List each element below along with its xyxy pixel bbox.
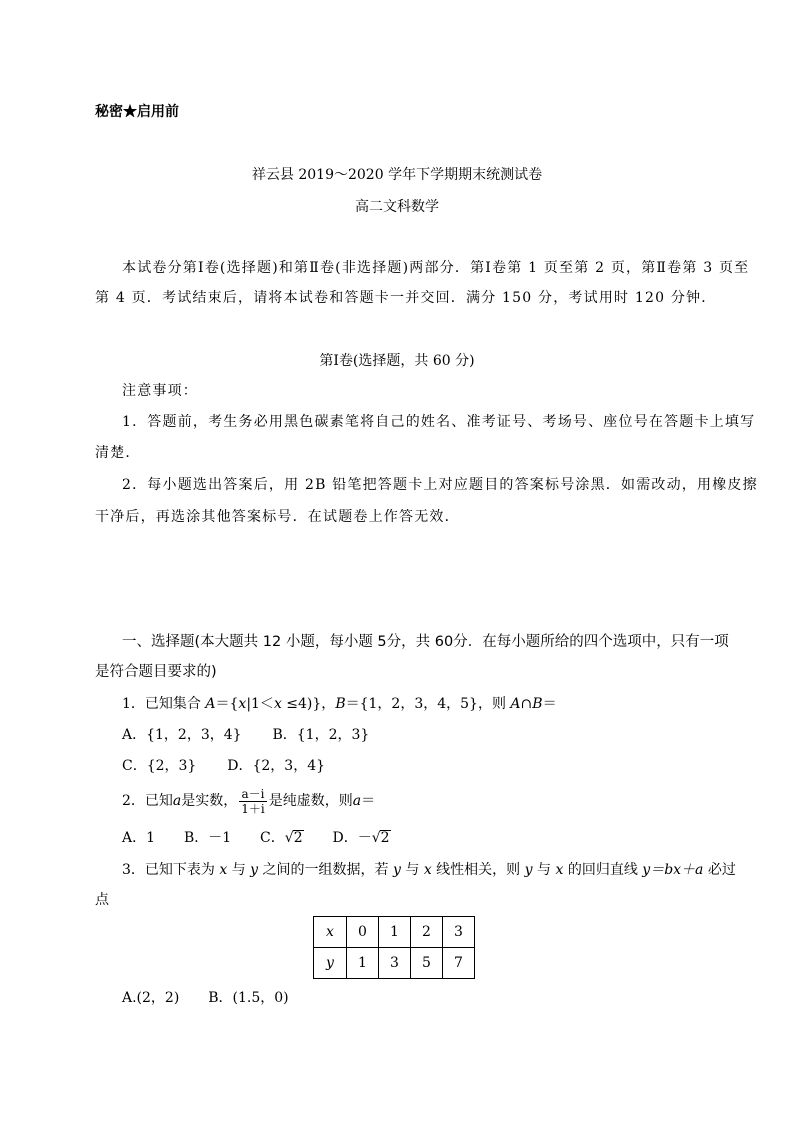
intro-line-2: 第 4 页．考试结束后，请将本试卷和答题卡一并交回．满分 150 分，考试用时 120 分钟．: [95, 290, 717, 306]
confidential-label: 秘密★启用前: [95, 104, 179, 120]
q1-option-c: C．{2，3}: [122, 758, 197, 774]
q1-options-row-1: [122, 725, 369, 745]
q1-text: |1＜: [246, 696, 274, 712]
q1-var: A: [205, 696, 216, 712]
q1-var: B: [335, 696, 346, 712]
q2-option-d-radicand: 2: [380, 830, 390, 846]
q3-text: 3．已知下表为: [122, 862, 220, 878]
q1-var: A: [510, 696, 521, 712]
intro-line-1: 本试卷分第Ⅰ卷(选择题)和第Ⅱ卷(非选择题)两部分．第Ⅰ卷第 1 页至第 2 页，第Ⅱ卷第 3 页至: [122, 260, 750, 276]
table-cell: 3: [443, 917, 475, 948]
notice-heading: 注意事项：: [122, 383, 198, 399]
q3-option-b: B．(1.5，0): [208, 990, 289, 1006]
table-cell: 0: [347, 917, 379, 948]
part1-title: 第Ⅰ卷(选择题，共 60 分): [319, 353, 475, 369]
q1-option-a: A．{1，2，3，4}: [122, 727, 242, 743]
q3-text: 与: [400, 862, 424, 878]
q2-fraction-denominator: 1＋i: [241, 801, 265, 816]
q3-var: x: [423, 862, 432, 878]
question-1: [122, 694, 557, 714]
q3-data-table: [313, 916, 475, 979]
q1-var: x: [273, 696, 282, 712]
question-3-line-1: [122, 860, 736, 880]
q1-text: ∩: [520, 696, 533, 712]
q2-option-b: B．－1: [183, 830, 232, 846]
q2-text: ＝: [361, 793, 376, 809]
q1-text: ≤4)}，: [281, 696, 336, 712]
q3-option-a: A.(2，2): [122, 990, 180, 1006]
exam-subtitle: 高二文科数学: [355, 199, 439, 215]
exam-title: 祥云县 2019～2020 学年下学期期末统测试卷: [251, 167, 543, 183]
q3-text: 线性相关，则: [431, 862, 525, 878]
q2-option-c-radicand: 2: [293, 830, 303, 846]
section1-line-1: 一、选择题(本大题共 12 小题，每小题 5分，共 60分．在每小题所给的四个选项中，只有一项: [122, 634, 729, 650]
q3-var: x: [555, 862, 564, 878]
q1-text: ＝{1，2，3，4，5}，则: [345, 696, 511, 712]
q1-option-d: D．{2，3，4}: [227, 758, 326, 774]
notice-item-1-line-2: 清楚．: [95, 445, 141, 461]
q1-var: B: [532, 696, 543, 712]
notice-item-2-line-2: 干净后，再选涂其他答案标号．在试题卷上作答无效．: [95, 509, 460, 525]
q3-var: y: [250, 862, 259, 878]
q3-text: 之间的一组数据，若: [258, 862, 393, 878]
table-row: [314, 917, 475, 948]
q2-text: 2．已知: [122, 793, 173, 809]
table-cell: 7: [443, 948, 475, 979]
table-cell: [314, 917, 347, 948]
notice-item-1-line-1: 1．答题前，考生务必用黑色碳素笔将自己的姓名、准考证号、考场号、座位号在答题卡上填写: [122, 414, 756, 430]
q1-var: x: [238, 696, 247, 712]
q2-fraction: [239, 787, 266, 816]
q2-var: a: [172, 793, 182, 809]
table-cell: 5: [411, 948, 443, 979]
q3-var: x: [219, 862, 228, 878]
q2-text: 是纯虚数，则: [268, 793, 353, 809]
q2-option-c-label: C．: [260, 830, 285, 846]
q1-options-row-2: [122, 756, 325, 776]
q1-text: ＝: [542, 696, 557, 712]
q3-text: 与: [532, 862, 556, 878]
q2-option-d-label: D．－: [332, 830, 372, 846]
q3-text: 必过: [703, 862, 736, 878]
question-3-line-2: 点: [95, 892, 109, 908]
q2-option-c: C．√2: [260, 830, 303, 846]
section1-line-2: 是符合题目要求的): [95, 664, 217, 680]
q2-option-d: D．－√2: [332, 830, 390, 846]
table-row: [314, 948, 475, 979]
table-cell: 1: [347, 948, 379, 979]
q3-text: 的回归直线: [563, 862, 643, 878]
q3-equation: y＝bx＋a: [642, 862, 704, 878]
q3-var: y: [393, 862, 401, 878]
q2-options: [122, 828, 391, 848]
table-cell: 3: [379, 948, 411, 979]
q1-option-b: B．{1，2，3}: [272, 727, 370, 743]
q2-option-a: A．1: [122, 830, 156, 846]
notice-item-2-line-1: 2．每小题选出答案后，用 2B 铅笔把答题卡上对应题目的答案标号涂黑．如需改动，用橡皮擦: [122, 477, 758, 493]
q3-options: [122, 988, 289, 1008]
table-cell: 2: [411, 917, 443, 948]
table-row-label-y: y: [326, 955, 334, 971]
table-cell: 1: [379, 917, 411, 948]
table-cell: [314, 948, 347, 979]
q2-var: a: [352, 793, 362, 809]
question-2: [122, 784, 375, 818]
q2-text: 是实数，: [181, 793, 238, 809]
q1-text: ＝{: [215, 696, 239, 712]
q2-fraction-numerator: a－i: [239, 787, 266, 802]
q3-text: 与: [227, 862, 251, 878]
q3-var: y: [524, 862, 533, 878]
table-row-label-x: x: [326, 924, 334, 940]
q1-text: 1．已知集合: [122, 696, 206, 712]
